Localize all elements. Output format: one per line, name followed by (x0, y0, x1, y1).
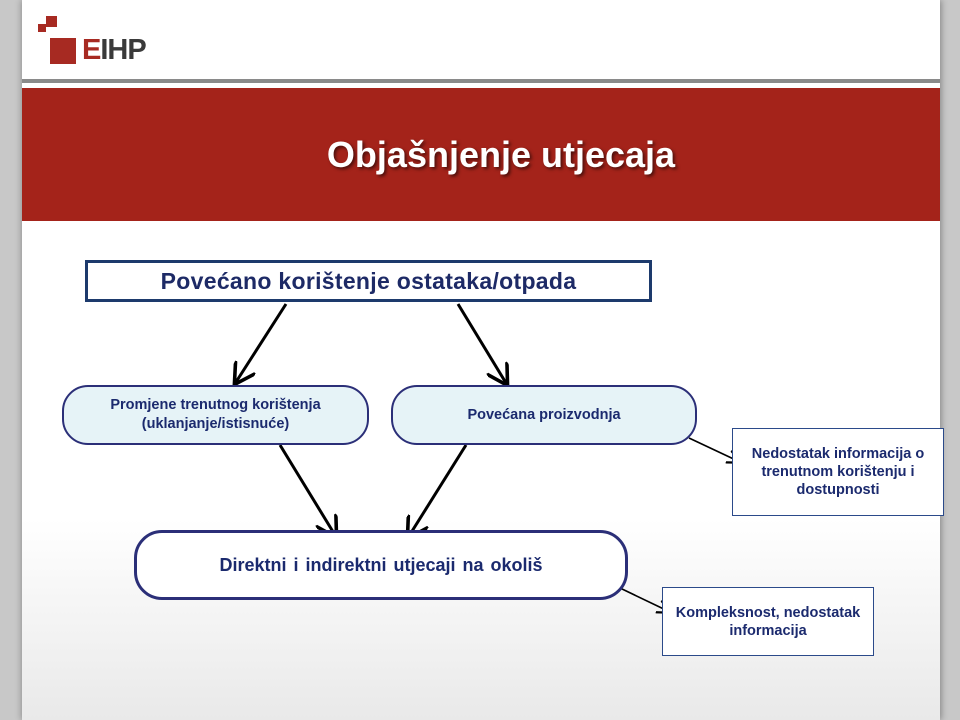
bottom-box-environmental-impacts: Direktni i indirektni utjecaji na okoliš (134, 530, 628, 600)
arrow-right-to-bottom (409, 445, 466, 536)
note-complexity: Kompleksnost, nedostatak informacija (662, 587, 874, 656)
slide-title: Objašnjenje utjecaja (326, 133, 676, 175)
logo-letters-ihp: IHP (100, 34, 146, 66)
arrow-left-to-bottom (280, 445, 335, 535)
pill-current-use-changes: Promjene trenutnog korištenja (uklanjanje/istisnuće) (62, 385, 369, 445)
note-lack-of-information: Nedostatak informacija o trenutnom korištenju i dostupnosti (732, 428, 944, 516)
arrow-top-to-left (236, 304, 286, 382)
arrow-top-to-right (458, 304, 506, 383)
pill-increased-production: Povećana proizvodnja (391, 385, 697, 445)
logo-letter-e: E (82, 34, 101, 66)
top-box-increased-residue-use: Povećano korištenje ostataka/otpada (85, 260, 652, 302)
